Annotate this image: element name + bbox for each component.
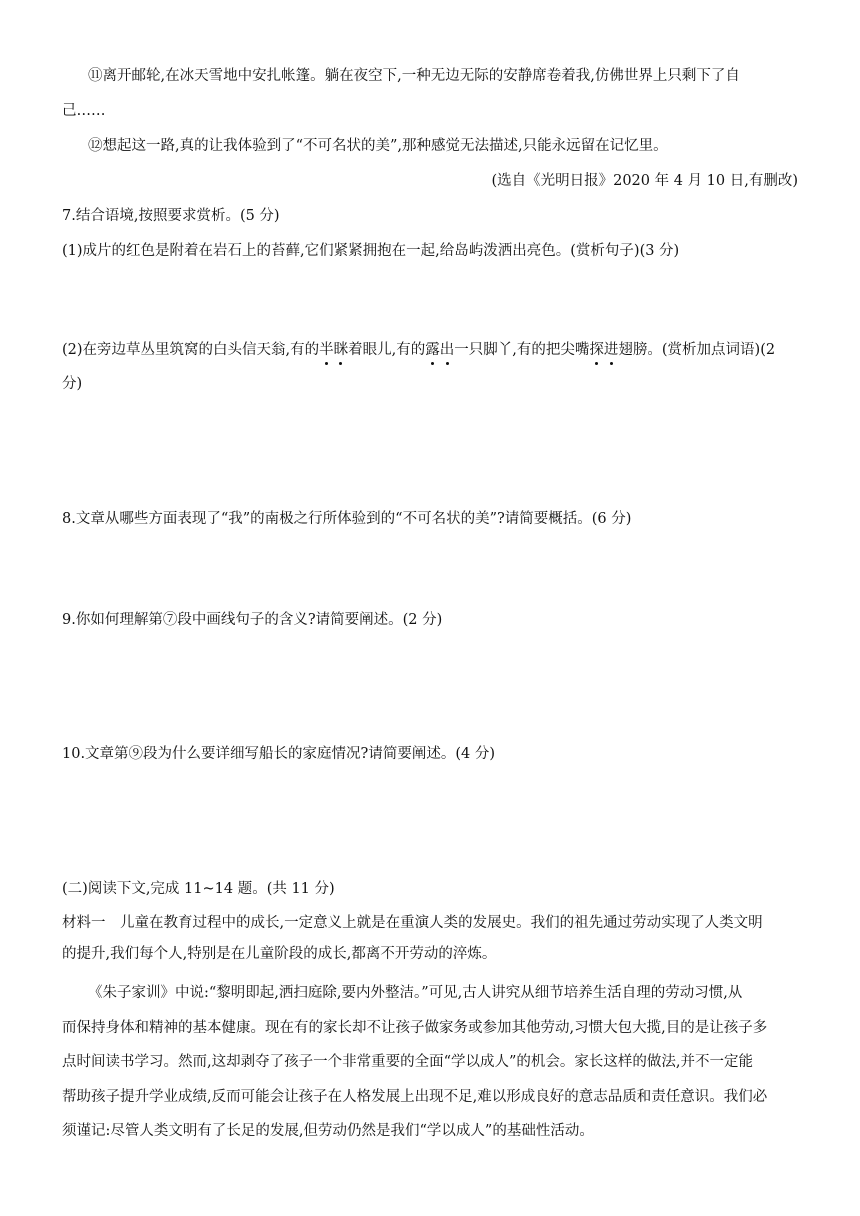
question-10: 10.文章第⑨段为什么要详细写船长的家庭情况?请简要阐述。(4 分) (62, 746, 495, 762)
paragraph-11-line-1: ⑪离开邮轮,在冰天雪地中安扎帐篷。躺在夜空下,一种无边无际的安静席卷着我,仿佛世界上只剩下了自 (88, 68, 740, 84)
paragraph-2-line-4: 帮助孩子提升学业成绩,反而可能会让孩子在人格发展上出现不足,难以形成良好的意志品质和责任意识。我们必 (62, 1089, 768, 1105)
question-7-sub-2-line-2: 分) (62, 376, 83, 392)
dotted-word-2-char-1: 露 (425, 342, 440, 358)
paragraph-2-line-2: 而保持身体和精神的基本健康。现在有的家长却不让孩子做家务或参加其他劳动,习惯大包大揽,目的是让孩子多 (62, 1020, 768, 1036)
q7-sub2-text-2: 着眼儿,有的 (348, 342, 426, 358)
dotted-word-3-char-1: 探 (589, 342, 604, 358)
q7-sub2-text-1: (2)在旁边草丛里筑窝的白头信天翁,有的 (62, 342, 320, 358)
material-1-line-2: 的提升,我们每个人,特别是在儿童阶段的成长,都离不开劳动的淬炼。 (62, 946, 497, 962)
question-8: 8.文章从哪些方面表现了“我”的南极之行所体验到的“不可名状的美”?请简要概括。(6 分) (62, 511, 632, 527)
q7-sub2-text-4: 翅膀。(赏析加点词语)(2 (618, 342, 776, 358)
question-7-sub-1: (1)成片的红色是附着在岩石上的苔藓,它们紧紧拥抱在一起,给岛屿泼洒出亮色。(赏析句子)(3 分) (62, 243, 680, 259)
question-7-stem: 7.结合语境,按照要求赏析。(5 分) (62, 208, 280, 224)
paragraph-12: ⑫想起这一路,真的让我体验到了“不可名状的美”,那种感觉无法描述,只能永远留在记忆里。 (88, 138, 668, 154)
dotted-word-3-text (589, 342, 618, 358)
q7-sub2-text-3: 一只脚丫,有的把尖嘴 (454, 342, 590, 358)
paragraph-2-line-5: 须谨记:尽管人类文明有了长足的发展,但劳动仍然是我们“学以成人”的基础性活动。 (62, 1123, 594, 1139)
paragraph-11-line-2: 己…… (62, 103, 106, 119)
dotted-word-1-char-2: 眯 (333, 342, 349, 358)
dotted-word-2-char-2: 出 (439, 342, 455, 358)
dotted-word-3-char-2: 进 (603, 342, 619, 358)
dotted-word-1 (319, 342, 348, 358)
dotted-word-2-text (425, 342, 454, 358)
dotted-word-1-char-1: 半 (319, 342, 334, 358)
question-7-sub-2-line-1 (62, 340, 775, 360)
question-9: 9.你如何理解第⑦段中画线句子的含义?请简要阐述。(2 分) (62, 612, 443, 628)
paragraph-2-line-1: 《朱子家训》中说:“黎明即起,洒扫庭除,要内外整洁。”可见,古人讲究从细节培养生活自理的劳动习惯,从 (88, 985, 743, 1001)
section-2-heading: (二)阅读下文,完成 11~14 题。(共 11 分) (62, 881, 335, 897)
dotted-word-1-char-1 (319, 342, 348, 358)
dotted-word-2 (425, 342, 454, 358)
dotted-word-3 (589, 342, 618, 358)
source-citation: (选自《光明日报》2020 年 4 月 10 日,有删改) (491, 173, 798, 189)
paragraph-2-line-3: 点时间读书学习。然而,这却剥夺了孩子一个非常重要的全面“学以成人”的机会。家长这样的做法,并不一定能 (62, 1054, 754, 1070)
material-1-line-1: 材料一 儿童在教育过程中的成长,一定意义上就是在重演人类的发展史。我们的祖先通过劳动实现了人类文明 (62, 915, 763, 931)
